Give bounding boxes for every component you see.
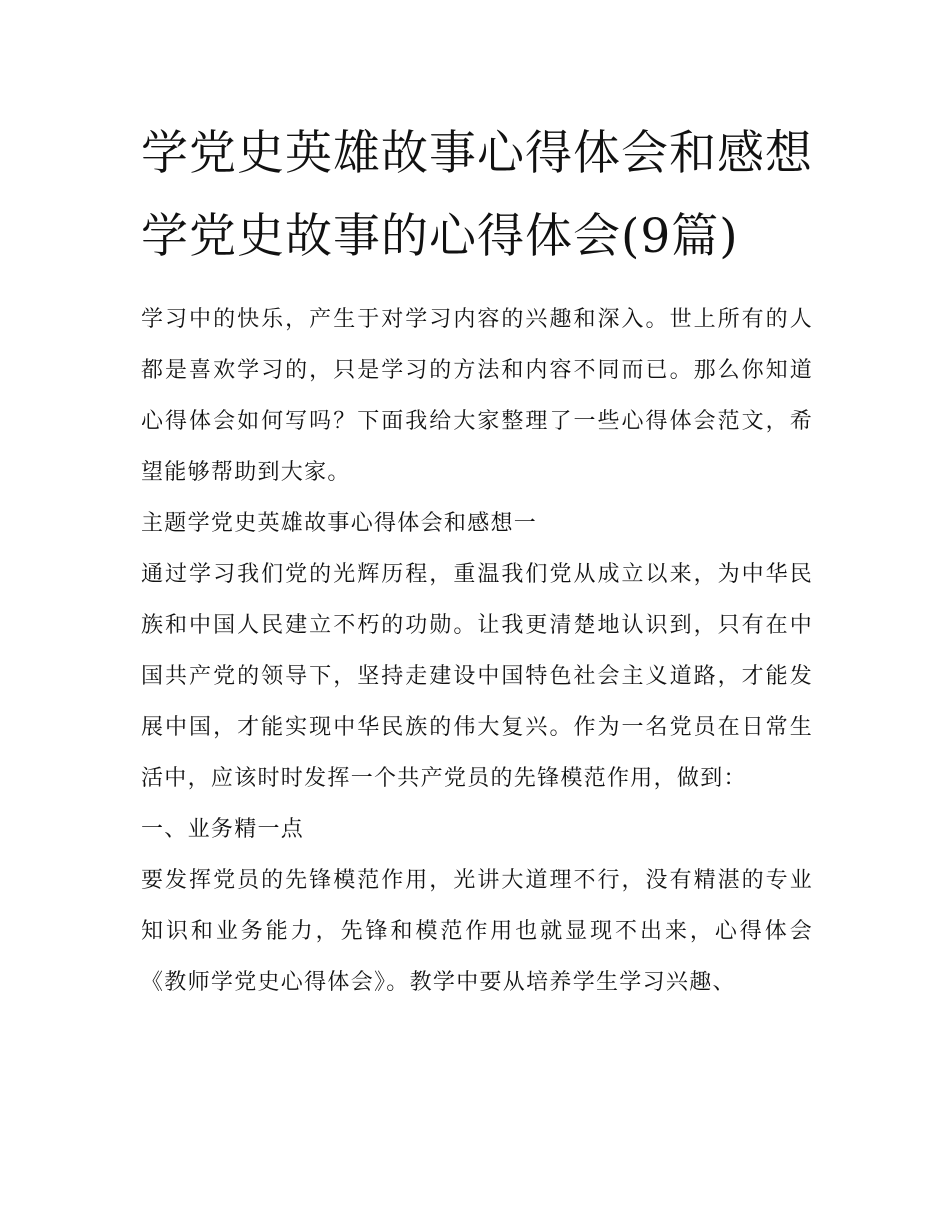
document-title: 学党史英雄故事心得体会和感想 学党史故事的心得体会(9篇) — [141, 126, 813, 264]
body-paragraph: 要发挥党员的先锋模范作用，光讲大道理不行，没有精湛的专业知识和业务能力，先锋和模范作用也就显现不出来，心得体会《教师学党史心得体会》。教学中要从培养学生学习兴趣、 — [141, 868, 813, 995]
intro-paragraph: 学习中的快乐，产生于对学习内容的兴趣和深入。世上所有的人都是喜欢学习的，只是学习的方法和内容不同而已。那么你知道心得体会如何写吗？下面我给大家整理了一些心得体会范文，希望能够帮助到大家。 — [141, 307, 813, 485]
section-heading: 主题学党史英雄故事心得体会和感想一 — [141, 511, 538, 536]
document-body — [141, 294, 813, 1008]
document-page — [141, 112, 813, 1008]
body-paragraph: 通过学习我们党的光辉历程，重温我们党从成立以来，为中华民族和中国人民建立不朽的功勋。让我更清楚地认识到，只有在中国共产党的领导下，坚持走建设中国特色社会主义道路，才能发展中国，才能实现中华民族的伟大复兴。作为一名党员在日常生活中，应该时时发挥一个共产党员的先锋模范作用，做到： — [141, 562, 813, 791]
subsection-heading: 一、业务精一点 — [141, 817, 305, 842]
